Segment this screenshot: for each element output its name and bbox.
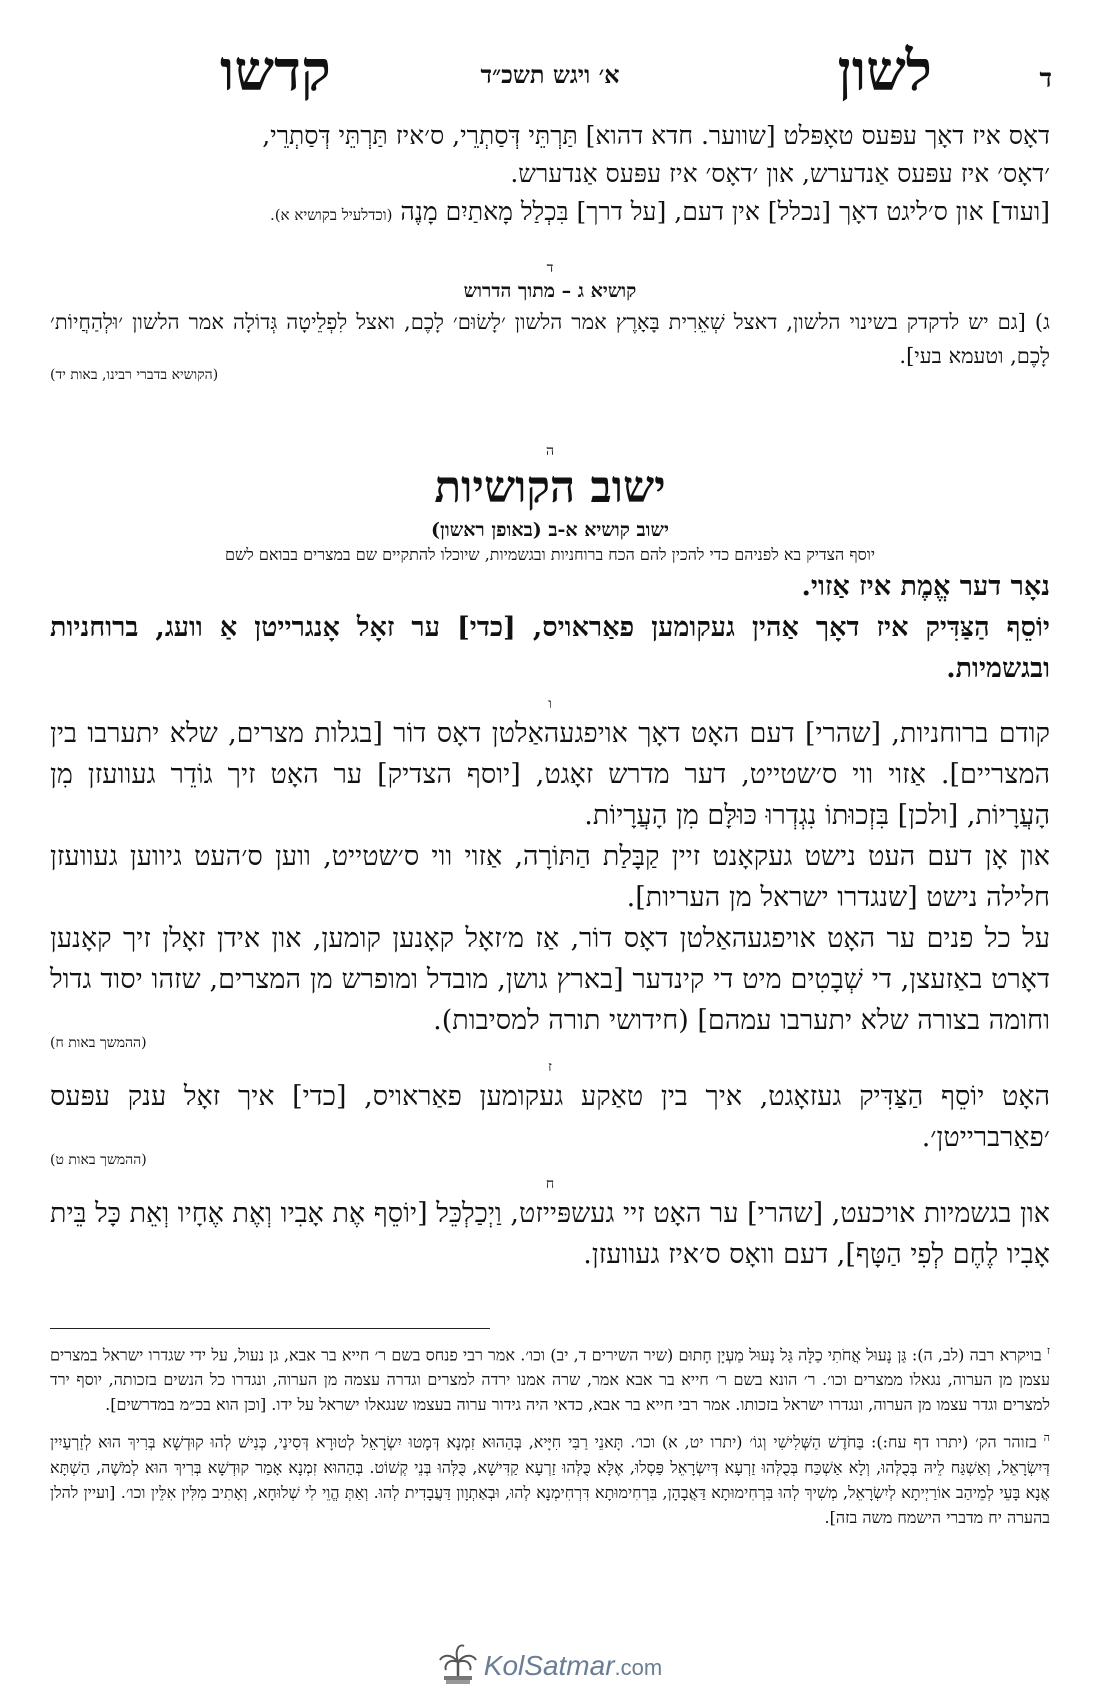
page-header: [0, 38, 1100, 108]
section-he-line2: יוֹסֵף הַצַּדִּיק איז דאָך אַהין געקומען פאַראויס, [כדי] ער זאָל אָנגרייטן אַ וועג, ברוחניות ובגשמיות.: [50, 612, 1050, 684]
section-dalet-subtitle: קושיא ג – מתוך הדרוש: [463, 280, 637, 302]
header-date: א׳ ויגש תשכ״ד: [480, 60, 620, 89]
paragraph-top-3: [50, 194, 1050, 233]
section-zayin-source: (ההמשך באות ט): [50, 1152, 147, 1168]
section-vav-source: (ההמשך באות ח): [50, 1035, 147, 1051]
section-marker-dalet: ד: [546, 260, 554, 276]
footnote-1-text: בויקרא רבה (לב, ה): גַּן נָעוּל אֲחֹתִי כַלָּה גַּל נָעוּל מַעְיָן חָתוּם (שיר השירים ד, יב) וכו׳. אמר רבי פנחס בשם ר׳ חייא בר אבא, גן נעול, על ידי שגדרו ישראל במצרים עצמן מן הערוה, נגאלו ממצרים וכו׳. ר׳ הונא בשם ר׳ חייא בר אבא אמר, שרה אמנו ירדה למצרים וגדרה עצמה מן הערוה, ונגדרו כל הנשים בזכותה, יוסף ירד למצרים וגדר עצמו מן הערוה, ונגדרו ישראל בזכותו. אמר רבי חייא בר אבא, כדאי היה גידור ערוה בעצמו שנגאלו ישראל על ידו. [וכן הוא בכ״מ במדרשים].: [50, 1345, 1050, 1415]
top-3-text: [ועוד] און ס׳ליגט דאָך [נכלל] אין דעם, [על דרך] בִּכְלַל מָאתַיִם מָנֶה: [400, 197, 1050, 226]
footnote-separator: [50, 1328, 490, 1329]
section-marker-zayin: ז: [548, 1059, 552, 1075]
footnote-1: [50, 1338, 1050, 1417]
header-title-right: לשון: [837, 38, 932, 104]
section-he-title: ישוב הקושיות: [434, 462, 666, 513]
site-logo[interactable]: [0, 1642, 1100, 1688]
main-text: [50, 118, 1050, 1275]
page-number: ד: [1039, 64, 1052, 94]
section-vav-p2: און אָן דעם העט נישט געקאָנט זיין קַבָּלַת הַתּוֹרָה, אַזוי ווי ס׳שטייט, ווען ס׳העט גיווען געוועזן חלילה נישט [שנגדרו ישראל מן העריות].: [50, 841, 1050, 913]
footnote-2-mark: ה: [1043, 1431, 1050, 1445]
section-marker-het: ח: [545, 1176, 555, 1192]
header-title-left: קדשו: [220, 38, 331, 104]
section-marker-he: ה: [545, 443, 555, 459]
footnote-2: [50, 1425, 1050, 1529]
footnote-1-mark: ז: [1046, 1344, 1050, 1357]
section-he-line1: נאָר דער אֱמֶת איז אַזוי.: [801, 571, 1050, 602]
section-dalet-text: ג) [גם יש לדקדק בשינוי הלשון, דאצל שְׁאֵרִית בָּאָרֶץ אמר הלשון ׳לָשׂוּם׳ לָכֶם, ואצל לִפְלֵיטָה גְּדוֹלָה אמר הלשון ׳וּלְהַחֲיוֹת׳ לָכֶם, וטעמא בעי].: [50, 310, 1050, 368]
footnote-2-text: בזוהר הק׳ (יתרו דף עח:): בַּחֹדֶשׁ הַשְּׁלִישִׁי וְגוֹ׳ (יתרו יט, א) וכו׳. תָּאנֵי רַבִּי חִיָּיא, בְּהַהוּא זִמְנָא דְּמָטוּ יִשְׂרָאֵל לְטוּרָא דְּסִינַי, כְּנִישׁ לְהוּ קוּדְשָׁא בְּרִיךְ הוּא לְזַרְעַיִין דְּיִשְׂרָאֵל, וְאַשְׁגַּח לֵיהּ בְּכֻלְּהוּ, וְלָא אַשְׁכַּח בְּכֻלְּהוּ זַרְעָא דְּיִשְׂרָאֵל פַּסְלוּ, אֶלָּא כֻּלְּהוּ זַרְעָא קַדִּישָׁא, כֻּלְּהוּ בְּנֵי קְשׁוֹט. בְּהַהוּא זִמְנָא אָמַר קוּדְשָׁא בְּרִיךְ הוּא לְמֹשֶׁה, הַשְׁתָּא אֲנָא בָּעֵי לְמֵיהַב אוֹרַיְיתָא לְיִשְׂרָאֵל, מְשִׁיךְ לְהוּ בִּרְחִימוּתָא דַּאֲבָהָן, בִּרְחִימוּתָא דִּרְחִימְנָא לְהוּ, וּבְאַתְוָון דַּעֲבָדִית לְהוּ. וְאַתְּ הֱוֵי לִי שְׁלוּחָא, וְאָתִיב מִלִּין אִלֵּין וכו׳. [ועיין להלן בהערה יח מדברי הישמח משה בזה].: [50, 1432, 1050, 1527]
section-he-summary: יוסף הצדיק בא לפניהם כדי להכין להם הכח ברוחניות ובגשמיות, שיוכלו להתקיים שם במצרים בבואם לשם: [224, 545, 876, 564]
section-dalet-source: (הקושיא בדברי רבינו, באות יד): [50, 367, 219, 383]
section-vav-p1: קודם ברוחניות, [שהרי] דעם האָט דאָך אויפגעהאַלטן דאָס דוֹר [בגלות מצרים, שלא יתערבו בין המצריים]. אַזוי ווי ס׳שטייט, דער מדרש זאָגט, [יוסף הצדיק] ער האָט זיך גוֹדֵר געוועזן מִן הָעֲרָיוֹת, [ולכן] בִּזְכוּתוֹ נִגְדְרוּ כּוּלָּם מִן הָעֲרָיוֹת.: [50, 718, 1050, 831]
section-he-subtitle: ישוב קושיא א-ב (באופן ראשון): [431, 519, 669, 541]
section-vav-p3: על כל פנים ער האָט אויפגעהאַלטן דאָס דוֹר, אַז מ׳זאָל קאָנען קומען, און אידן זאָלן זיך קאָנען דאָרט באַזעצן, די שְׁבָטִים מיט די קינדער [בארץ גושן, מובדל ומופרש מן המצרים, שזהו יסוד גדול וחומה בצורה שלא יתערבו עמהם] (חידושי תורה למסיבות).: [50, 923, 1050, 1036]
section-zayin-text: האָט יוֹסֵף הַצַּדִּיק געזאָגט, איך בין טאַקע געקומען פאַראויס, [כדי] איך זאָל ענק עפּעס ׳פאַרברייטן׳.: [50, 1081, 1050, 1153]
paragraph-top-1: דאָס איז דאָך עפּעס טאָפּלט [שווער. חדא דהוא] תַּרְתֵּי דְּסַתְרֵי, ס׳איז תַּרְתֵּי דְּסַתְרֵי,: [262, 121, 1050, 150]
paragraph-top-2: ׳דאָס׳ איז עפּעס אַנדערש, און ׳דאָס׳ איז עפּעס אַנדערש.: [510, 159, 1050, 188]
section-het-text: און בגשמיות אויכעט, [שהרי] ער האָט זיי געשפּייזט, וַיְכַלְכֵּל [יוֹסֵף אֶת אָבִיו וְאֶת אֶחָיו וְאֵת כָּל בֵּית אָבִיו לֶחֶם לְפִי הַטָּף], דעם וואָס ס׳איז געוועזן.: [50, 1198, 1050, 1270]
footnotes: [50, 1338, 1050, 1538]
section-marker-vav: ו: [548, 696, 552, 712]
logo-text: KolSatmar.com: [483, 1650, 663, 1681]
palm-tree-books-icon: [438, 1642, 478, 1690]
top-3-source: (וכדלעיל בקושיא א).: [269, 206, 393, 224]
